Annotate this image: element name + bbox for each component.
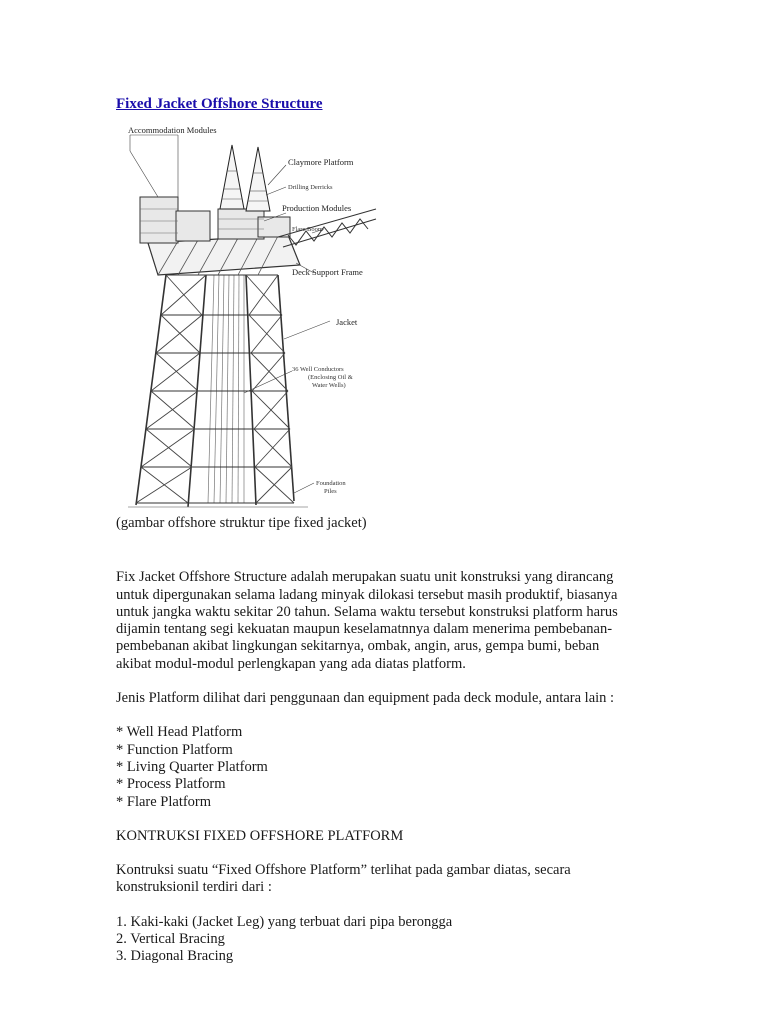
construction-line: konstruksionil terdiri dari : [116,879,272,896]
intro-line: pembebanan akibat lingkungan sekitarnya, ombak, angin, arus, gempa bumi, beban [116,638,600,655]
construction-paragraph [116,862,676,897]
intro-line: untuk jangka waktu sekitar 20 tahun. Selama waktu tersebut konstruksi platform harus [116,603,618,620]
platform-types-list [116,724,676,810]
label-drilling-derricks: Drilling Derricks [288,184,333,191]
construction-line: Kontruksi suatu “Fixed Offshore Platform” terlihat pada gambar diatas, secara [116,862,571,879]
intro-paragraph [116,569,676,673]
platform-drawing [118,125,388,510]
platform-illustration [118,125,388,510]
label-foundation-piles: Piles [324,488,337,495]
components-list [116,914,676,966]
label-well-conductors-2: (Enclosing Oil & [308,374,353,381]
list-item: * Process Platform [116,776,226,793]
list-item: * Living Quarter Platform [116,758,268,775]
label-flare-boom: Flare Boom [292,226,323,233]
label-accommodation-modules: Accommodation Modules [128,125,217,135]
intro-line: dijamin tentang segi kekuatan maupun keselamatnnya dalam menerima pembebanan- [116,621,613,638]
intro-line: untuk dipergunakan selama ladang minyak dilokasi tersebut masih produktif, biasanya [116,586,618,603]
label-production-modules: Production Modules [282,203,352,213]
label-well-conductors: 36 Well Conductors [292,366,344,373]
list-item: 2. Vertical Bracing [116,931,225,948]
list-item: * Flare Platform [116,793,212,810]
list-item: * Function Platform [116,741,233,758]
label-claymore-platform: Claymore Platform [288,157,354,167]
intro-line: Fix Jacket Offshore Structure adalah merupakan suatu unit konstruksi yang dirancang [116,569,614,586]
figure-caption: (gambar offshore struktur tipe fixed jacket) [116,515,367,531]
platform-types-intro: Jenis Platform dilihat dari penggunaan dan equipment pada deck module, antara lain : [116,690,615,707]
label-jacket: Jacket [336,317,358,327]
list-item: * Well Head Platform [116,724,243,741]
label-well-conductors-3: Water Wells) [312,382,346,389]
document-page [116,94,676,966]
list-item: 1. Kaki-kaki (Jacket Leg) yang terbuat dari pipa berongga [116,913,453,930]
section-heading: KONTRUKSI FIXED OFFSHORE PLATFORM [116,827,404,844]
list-item: 3. Diagonal Bracing [116,948,234,965]
label-foundation: Foundation [316,480,346,487]
title-link[interactable]: Fixed Jacket Offshore Structure [116,96,323,112]
intro-line: akibat modul-modul perlengkapan yang ada diatas platform. [116,655,466,672]
label-deck-support-frame: Deck Support Frame [292,267,363,277]
